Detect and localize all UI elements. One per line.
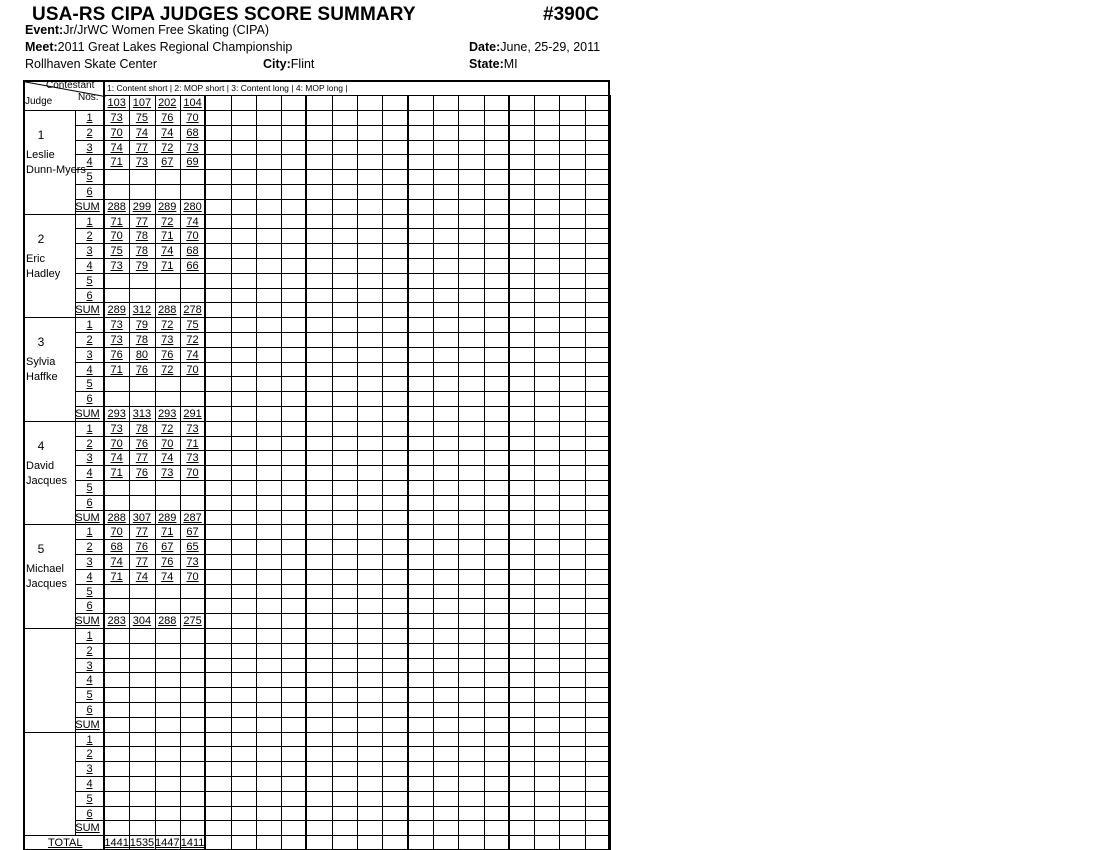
score-cell: 73 xyxy=(110,112,123,124)
score-cell: 78 xyxy=(135,422,149,435)
grid-line xyxy=(332,95,333,850)
row-label: 2 xyxy=(86,334,93,346)
score-cell: 74 xyxy=(110,141,123,154)
state-line xyxy=(469,57,518,71)
grid-line xyxy=(609,95,611,850)
grid-line xyxy=(484,95,485,850)
form-code: #390C xyxy=(543,4,599,25)
score-cell: 70 xyxy=(186,467,199,480)
score-cell: 71 xyxy=(110,467,123,480)
sum-cell: 291 xyxy=(183,408,202,420)
total-label: TOTAL xyxy=(48,837,83,849)
row-label: 5 xyxy=(86,689,93,702)
sum-cell: 283 xyxy=(107,615,126,628)
state-value: MI xyxy=(503,57,518,71)
score-cell: 72 xyxy=(161,215,174,228)
score-cell: 70 xyxy=(186,570,199,583)
contestant-number: 103 xyxy=(107,97,126,109)
score-cell: 73 xyxy=(110,334,123,346)
row-label: 3 xyxy=(86,141,93,154)
score-cell: 76 xyxy=(161,556,174,568)
score-cell: 69 xyxy=(186,156,199,169)
score-cell: 70 xyxy=(110,437,123,450)
sum-cell: 312 xyxy=(132,304,152,317)
row-label: 4 xyxy=(86,467,93,480)
grid-line xyxy=(75,598,610,599)
score-cell: 66 xyxy=(186,260,199,272)
score-cell: 67 xyxy=(186,526,199,539)
row-label: 3 xyxy=(86,763,93,776)
row-label: 5 xyxy=(86,378,93,391)
score-cell: 77 xyxy=(135,452,149,465)
grid-line xyxy=(407,95,409,850)
sum-cell: 280 xyxy=(183,200,202,213)
sum-cell: 289 xyxy=(158,200,177,213)
row-label: 5 xyxy=(86,792,93,805)
total-cell: 1411 xyxy=(180,837,205,849)
grid-line xyxy=(75,643,610,644)
row-label: 6 xyxy=(86,600,93,613)
score-cell: 73 xyxy=(110,319,123,332)
score-cell: 68 xyxy=(186,126,199,139)
row-label: 1 xyxy=(86,422,93,435)
judge-number: 3 xyxy=(37,335,45,350)
score-cell: 76 xyxy=(161,112,174,124)
grid-line xyxy=(433,95,434,850)
row-label: 2 xyxy=(86,541,93,554)
row-label: 4 xyxy=(86,778,93,790)
grid-line xyxy=(75,672,610,673)
state-label: State: xyxy=(469,57,504,71)
row-label: 1 xyxy=(86,112,93,124)
row-label: 3 xyxy=(86,452,93,465)
score-cell: 76 xyxy=(135,467,149,480)
score-cell: 80 xyxy=(135,348,149,361)
score-cell: 68 xyxy=(186,245,199,258)
grid-line xyxy=(75,820,610,821)
row-label: 4 xyxy=(86,674,93,687)
score-cell: 76 xyxy=(110,348,123,361)
score-cell: 78 xyxy=(135,334,149,346)
row-label: SUM xyxy=(75,200,100,213)
score-cell: 70 xyxy=(186,363,199,376)
row-label: 3 xyxy=(86,556,93,568)
grid-line xyxy=(75,717,610,718)
judge-number: 1 xyxy=(37,128,45,142)
score-cell: 71 xyxy=(110,215,123,228)
contestant-number: 104 xyxy=(183,97,202,109)
judge-first-name: Michael xyxy=(26,563,64,576)
row-label: 5 xyxy=(86,585,93,598)
event-line xyxy=(25,23,269,37)
score-cell: 70 xyxy=(161,437,174,450)
score-cell: 71 xyxy=(161,526,174,539)
grid-line xyxy=(508,95,510,850)
meet-label: Meet: xyxy=(25,40,58,54)
sum-cell: 289 xyxy=(158,511,177,524)
score-cell: 71 xyxy=(110,363,123,376)
judge-number: 5 xyxy=(37,542,45,557)
sum-cell: 293 xyxy=(158,408,177,420)
score-cell: 65 xyxy=(186,541,199,554)
sum-cell: 278 xyxy=(183,304,202,317)
contestant-number: 107 xyxy=(132,97,152,109)
row-label: 1 xyxy=(86,526,93,539)
criteria-legend: 1: Content short | 2: MOP short | 3: Content long | 4: MOP long | xyxy=(107,83,348,93)
sum-cell: 288 xyxy=(158,304,177,317)
row-label: 6 xyxy=(86,496,93,509)
judge-last-name: Dunn-Myers xyxy=(26,164,86,176)
row-label: 1 xyxy=(86,630,93,642)
score-cell: 67 xyxy=(161,541,174,554)
judge-last-name: Haffke xyxy=(26,371,58,384)
grid-line xyxy=(75,658,610,659)
sum-cell: 288 xyxy=(158,615,177,628)
grid-line xyxy=(75,761,610,762)
score-cell: 75 xyxy=(186,319,199,332)
grid-line xyxy=(75,495,610,496)
score-cell: 70 xyxy=(110,230,123,243)
row-label: 6 xyxy=(86,186,93,198)
score-cell: 72 xyxy=(186,334,199,346)
score-cell: 71 xyxy=(161,260,174,272)
meet-value: 2011 Great Lakes Regional Championship xyxy=(57,40,293,54)
score-cell: 73 xyxy=(161,334,174,346)
row-label: 2 xyxy=(86,437,93,450)
grid-line xyxy=(23,732,610,733)
score-cell: 68 xyxy=(110,541,123,554)
row-label: 1 xyxy=(86,215,93,228)
judge-first-name: Eric xyxy=(26,252,45,265)
page-title: USA-RS CIPA JUDGES SCORE SUMMARY xyxy=(32,4,416,25)
score-cell: 77 xyxy=(135,556,149,568)
score-cell: 74 xyxy=(135,570,149,583)
row-label: 3 xyxy=(86,348,93,361)
sum-cell: 287 xyxy=(183,511,202,524)
judge-label: Judge xyxy=(25,96,53,107)
score-cell: 70 xyxy=(186,230,199,243)
score-cell: 78 xyxy=(135,245,149,258)
score-cell: 70 xyxy=(186,112,199,124)
score-cell: 71 xyxy=(186,437,199,450)
grid-line xyxy=(75,184,610,185)
sum-cell: 313 xyxy=(132,408,152,420)
row-label: 2 xyxy=(86,644,93,657)
row-label: 6 xyxy=(86,807,93,820)
event-label: Event: xyxy=(25,23,64,37)
score-cell: 73 xyxy=(186,141,199,154)
row-label: 6 xyxy=(86,393,93,406)
grid-line xyxy=(585,95,586,850)
row-label: 3 xyxy=(86,245,93,258)
score-cell: 74 xyxy=(161,452,174,465)
grid-line xyxy=(75,687,610,688)
grid-line xyxy=(534,95,535,850)
row-label: 5 xyxy=(86,482,93,494)
row-label: 4 xyxy=(86,570,93,583)
row-label: 2 xyxy=(86,748,93,761)
score-cell: 74 xyxy=(110,452,123,465)
score-cell: 67 xyxy=(161,156,174,169)
judge-last-name: Jacques xyxy=(26,578,67,591)
row-label: SUM xyxy=(75,408,100,420)
score-cell: 72 xyxy=(161,422,174,435)
judge-first-name: David xyxy=(26,459,55,472)
score-cell: 78 xyxy=(135,230,149,243)
event-value: Jr/JrWC Women Free Skating (CIPA) xyxy=(63,23,270,37)
sum-cell: 307 xyxy=(132,511,152,524)
score-cell: 74 xyxy=(186,348,199,361)
score-cell: 72 xyxy=(161,141,174,154)
score-cell: 74 xyxy=(135,126,149,139)
meet-line xyxy=(25,40,292,54)
grid-line xyxy=(382,95,383,850)
row-label: SUM xyxy=(75,718,100,731)
sum-cell: 288 xyxy=(107,200,126,213)
sum-cell: 304 xyxy=(132,615,152,628)
score-cell: 73 xyxy=(110,422,123,435)
row-label: 6 xyxy=(86,704,93,716)
sum-cell: 299 xyxy=(132,200,152,213)
row-label: SUM xyxy=(75,615,100,628)
contestant-label: Contestant xyxy=(46,80,95,91)
score-cell: 77 xyxy=(135,526,149,539)
row-label: 1 xyxy=(86,733,93,746)
score-cell: 73 xyxy=(186,452,199,465)
judge-last-name: Hadley xyxy=(26,267,61,280)
score-cell: 71 xyxy=(110,570,123,583)
row-label: 3 xyxy=(86,659,93,672)
grid-line xyxy=(75,702,610,703)
row-label: SUM xyxy=(75,822,100,835)
nos-label: Nos. xyxy=(78,92,99,103)
score-cell: 73 xyxy=(161,467,174,480)
venue: Rollhaven Skate Center xyxy=(25,57,158,71)
grid-line xyxy=(305,95,307,850)
score-cell: 74 xyxy=(110,556,123,568)
row-label: 4 xyxy=(86,260,93,272)
row-label: 5 xyxy=(86,274,93,287)
grid-line xyxy=(256,95,257,850)
row-label: 4 xyxy=(86,156,93,169)
total-cell: 1535 xyxy=(129,837,155,849)
score-cell: 74 xyxy=(161,126,174,139)
score-cell: 77 xyxy=(135,215,149,228)
judge-number: 4 xyxy=(37,438,45,453)
city-label: City: xyxy=(263,57,291,71)
score-cell: 70 xyxy=(110,126,123,139)
grid-line xyxy=(357,95,358,850)
grid-line xyxy=(75,746,610,747)
score-cell: 74 xyxy=(161,245,174,258)
score-cell: 74 xyxy=(161,570,174,583)
sum-cell: 289 xyxy=(107,304,126,317)
date-line xyxy=(469,40,600,54)
grid-line xyxy=(75,288,610,289)
score-cell: 76 xyxy=(135,437,149,450)
score-cell: 70 xyxy=(110,526,123,539)
city-value: Flint xyxy=(290,57,315,71)
total-cell: 1447 xyxy=(155,837,180,849)
score-cell: 79 xyxy=(135,260,149,272)
judge-first-name: Leslie xyxy=(26,149,55,161)
grid-line xyxy=(75,806,610,807)
row-label: 2 xyxy=(86,230,93,243)
row-label: 5 xyxy=(86,171,93,184)
score-cell: 73 xyxy=(110,260,123,272)
sum-cell: 275 xyxy=(183,615,202,628)
score-cell: 73 xyxy=(186,556,199,568)
score-cell: 72 xyxy=(161,319,174,332)
grid-line xyxy=(75,391,610,392)
row-label: 6 xyxy=(86,289,93,302)
score-cell: 73 xyxy=(186,422,199,435)
judge-first-name: Sylvia xyxy=(26,356,56,369)
row-label: 1 xyxy=(86,319,93,332)
grid-line xyxy=(75,791,610,792)
score-cell: 76 xyxy=(135,541,149,554)
grid-line xyxy=(75,776,610,777)
score-cell: 74 xyxy=(186,215,199,228)
row-label: 4 xyxy=(86,363,93,376)
contestant-number: 202 xyxy=(158,97,177,109)
judge-number: 2 xyxy=(37,231,45,246)
score-cell: 73 xyxy=(135,156,149,169)
score-cell: 77 xyxy=(135,141,149,154)
grid-line xyxy=(281,95,282,850)
date-label: Date: xyxy=(469,40,501,54)
score-cell: 71 xyxy=(110,156,123,169)
grid-line xyxy=(75,584,610,585)
score-cell: 75 xyxy=(110,245,123,258)
total-cell: 1441 xyxy=(104,837,129,849)
date-value: June, 25-29, 2011 xyxy=(500,40,601,54)
score-cell: 71 xyxy=(161,230,174,243)
score-cell: 75 xyxy=(135,112,149,124)
grid-line xyxy=(75,273,610,274)
sum-cell: 288 xyxy=(107,511,126,524)
score-cell: 79 xyxy=(135,319,149,332)
grid-line xyxy=(458,95,459,850)
city-line xyxy=(263,57,314,71)
row-label: SUM xyxy=(75,511,100,524)
score-cell: 76 xyxy=(135,363,149,376)
grid-line xyxy=(231,95,232,850)
row-label: SUM xyxy=(75,304,100,317)
grid-line xyxy=(559,95,560,850)
sum-cell: 293 xyxy=(107,408,126,420)
score-cell: 76 xyxy=(161,348,174,361)
row-label: 2 xyxy=(86,126,93,139)
judge-last-name: Jacques xyxy=(26,474,67,487)
score-cell: 72 xyxy=(161,363,174,376)
